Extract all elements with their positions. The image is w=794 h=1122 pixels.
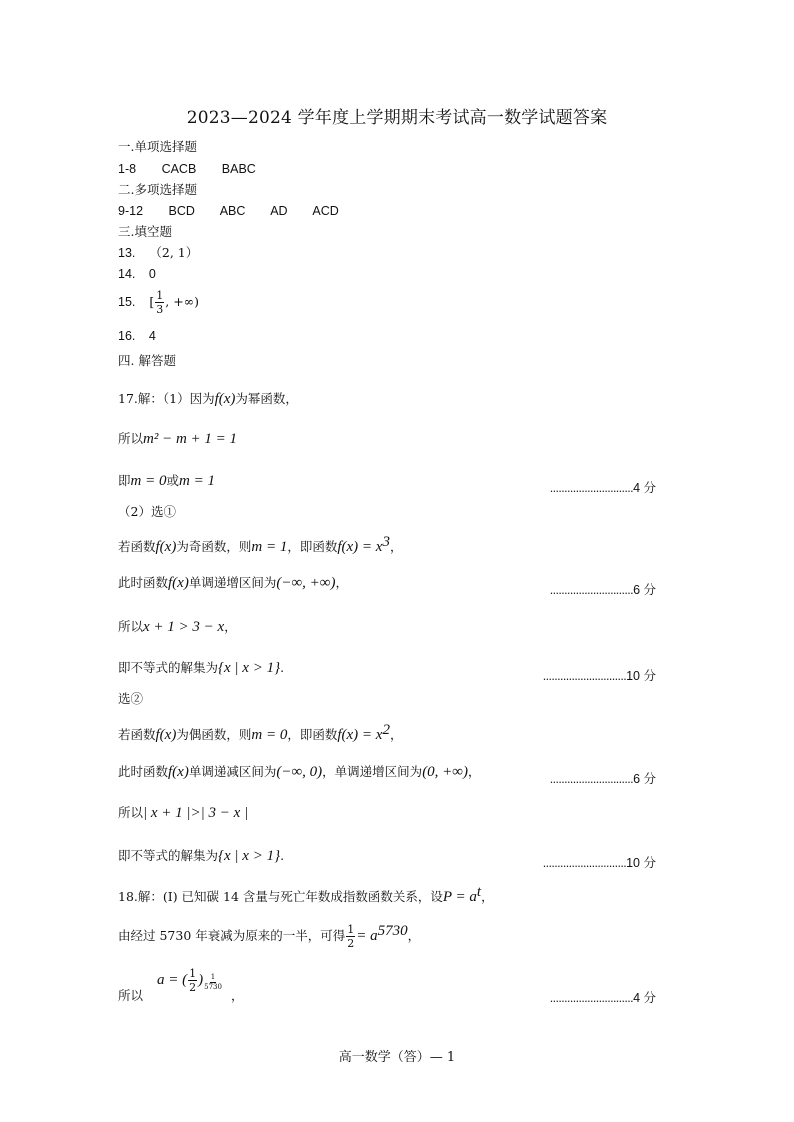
answer-q15: 15. [ $\frac{1}{3}$ , +∞) [118,289,199,316]
q17-part2-title: （2）选① [118,504,176,519]
answer-q13: 13. （2, 1） [118,245,199,260]
q18-line-2: 由经过 5730 年衰减为原来的一半，可得 $\frac{1}{2}$ = $a^{5730}$， [118,923,421,951]
answer-range: 1-8 [118,162,137,176]
q18-line-3: 所以 a = ( $\frac{1}{2}$ ) $\frac{1}{5730}$ ， [118,967,244,1003]
q17-option2-title: 选② [118,691,144,706]
answer-group: BABC [221,162,256,176]
q17-line-1: 17.解：（1）因为f(x)为幂函数， [118,391,298,407]
answer-q16: 16. 4 [118,329,156,343]
fraction: $\frac{1}{2}$ [347,923,355,951]
q17-b-line-3: 所以| x + 1 |>| 3 − x | [118,805,249,821]
score-marker: .............................10 分 [542,669,656,683]
score-marker: .............................4 分 [549,991,656,1005]
section-heading-solutions: 四. 解答题 [118,353,176,368]
q17-a-line-2: 此时函数f(x)单调递增区间为(−∞, +∞)， [118,575,348,591]
q17-a-line-4: 即不等式的解集为{x | x > 1}. [118,660,285,676]
multi-choice-answers [118,205,339,218]
single-choice-answers [118,163,256,176]
q17-b-line-4: 即不等式的解集为{x | x > 1}. [118,848,285,864]
q17-a-line-3: 所以x + 1 > 3 − x， [118,619,237,635]
score-marker: .............................6 分 [549,772,656,786]
q17-b-line-1: 若函数f(x)为偶函数，则m = 0，即函数$f(x) = x^2$， [118,722,403,744]
answer-group: ACD [312,204,339,218]
section-heading-multi-choice: 二.多项选择题 [118,182,197,197]
answer-group: BCD [168,204,195,218]
page-footer: 高一数学（答）— 1 [338,1050,456,1065]
answer-group: ABC [219,204,246,218]
q17-a-line-1: 若函数f(x)为奇函数，则m = 1，即函数$f(x) = x^3$， [118,534,403,556]
fraction: $\frac{1}{3}$ [156,289,164,316]
score-marker: .............................6 分 [549,583,656,597]
page-title: 2023—2024 学年度上学期期末考试高一数学试题答案 [186,108,608,128]
score-marker: .............................4 分 [549,481,656,495]
q17-line-3: 即m = 0或m = 1 [118,473,215,489]
answer-group: CACB [161,162,197,176]
section-heading-single-choice: 一.单项选择题 [118,139,197,154]
q18-line-1: 18.解：(I) 已知碳 14 含量与死亡年数成指数函数关系，设$P = a^t$， [118,884,494,906]
answer-group: AD [270,204,288,218]
q17-line-2: 所以m² − m + 1 = 1 [118,431,238,447]
answer-q14: 14. 0 [118,267,156,281]
answer-range: 9-12 [118,204,144,218]
q17-b-line-2: 此时函数f(x)单调递减区间为(−∞, 0)，单调递增区间为(0, +∞)， [118,764,481,780]
score-marker: .............................10 分 [542,856,656,870]
q18-a-expression: a = ( $\frac{1}{2}$ ) $\frac{1}{5730}$ [157,967,222,994]
section-heading-fill-in: 三.填空题 [118,224,172,239]
